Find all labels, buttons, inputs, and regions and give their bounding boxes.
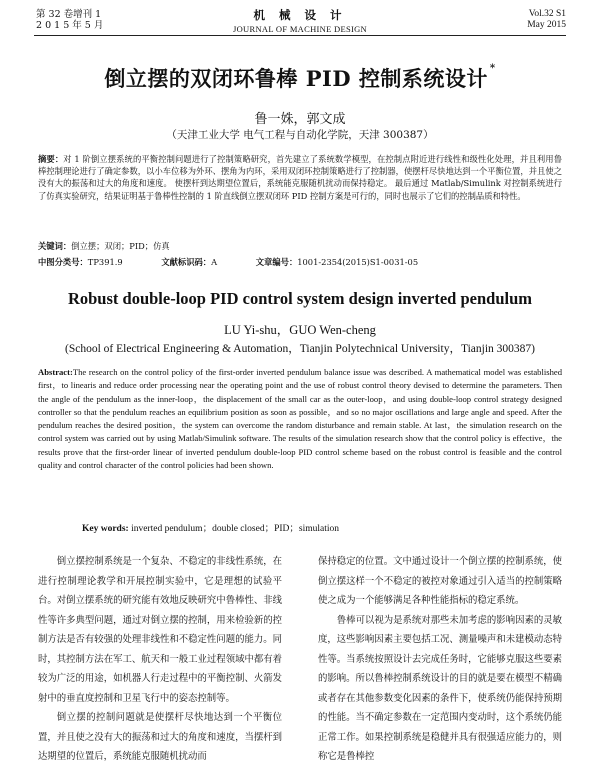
paper-title-en: Robust double-loop PID control system design inverted pendulum <box>67 289 533 308</box>
keywords-en-label: Key words: <box>82 524 129 534</box>
article-id <box>256 257 436 267</box>
paper-title-cn-text: 倒立摆的双闭环鲁棒 PID 控制系统设计 <box>104 66 488 91</box>
clc-value: TP391.9 <box>87 257 123 267</box>
journal-name-cn: 机 械 设 计 <box>253 8 347 22</box>
date-en: May 2015 <box>527 20 566 30</box>
doc-value: A <box>211 257 218 267</box>
journal-name <box>0 7 600 34</box>
clc-label: 中图分类号： <box>38 257 88 267</box>
abstract-cn <box>38 153 562 202</box>
authors-en: LU Yi-shu，GUO Wen-cheng <box>224 323 376 337</box>
body-column-right <box>318 552 562 767</box>
keywords-cn-text: 倒立摆；双闭；PID；仿真 <box>71 241 170 251</box>
keywords-cn <box>38 240 170 252</box>
date-cn: 2 0 1 5 年 5 月 <box>36 20 104 31</box>
abstract-cn-text: 对 1 阶倒立摆系统的平衡控制问题进行了控制策略研究，首先建立了系统数学模型，在控制点附近进行线性和级性化处理，并且利用鲁棒控制理论进行了确定参数，以小车位移为外环、摆角为内环，采用双闭环控制策略进行了控制器，使摆杆尽快地达到一个平衡位置，并且使之没有大的振荡和过大的角度和速度。 使摆杆到达期望位置后，系统能克服随机扰动而保持稳定。 最后通过 Matlab/Simulink 对控制系统进行了仿真实验研究，结果证明基于鲁棒性控制的 1 阶直线倒立摆双闭环 PID 控制方案是可行的，同时也展示了它们的控制品质和特性。 <box>38 154 562 201</box>
title-footnote-mark: * <box>489 63 496 74</box>
keywords-cn-label: 关键词： <box>38 241 72 251</box>
authors-cn: 鲁一姝，郭文成 <box>254 112 346 127</box>
header-rule <box>34 35 566 36</box>
affiliation-cn: （天津工业大学 电气工程与自动化学院，天津 300387） <box>166 129 434 141</box>
volume-en: Vol.32 S1 <box>528 9 566 19</box>
volume-issue-cn: 第 32 卷增刊 1 <box>36 9 102 20</box>
body-paragraph: 倒立摆控制系统是一个复杂、不稳定的非线性系统，在进行控制理论教学和开展控制实验中，它是理想的试验平台。对倒立摆系统的研究能有效地反映研究中鲁棒性、非线性等许多典型问题，通过对倒立摆的控制，用来检验新的控制方法是否有较强的处理非线性和不稳定性问题的能力。同时，其控制方法在军工、航天和一般工业过程领域中都有着较为广泛的用途，如机器人行走过程中的平衡控制、火箭发射中的垂直度控制和卫星飞行中的姿态控制等。 <box>38 556 282 704</box>
body-column-left <box>38 552 282 767</box>
keywords-en-text: inverted pendulum；double closed；PID；simulation <box>131 524 339 534</box>
paper-title-cn <box>0 63 600 93</box>
body-paragraph: 保持稳定的位置。文中通过设计一个倒立摆的控制系统，使倒立摆这样一个不稳定的被控对象通过引入适当的控制策略使之成为一个能够满足各种性能指标的稳定系统。 <box>318 556 562 606</box>
header-right <box>527 9 566 31</box>
abstract-en-label: Abstract: <box>38 367 73 377</box>
abstract-cn-label: 摘要： <box>38 154 64 164</box>
doc-code <box>161 257 235 267</box>
body-paragraph: 倒立摆的控制问题就是使摆杆尽快地达到一个平衡位置，并且使之没有大的振荡和过大的角度和速度，当摆杆到达期望的位置后，系统能克服随机扰动而 <box>38 712 282 762</box>
running-header <box>0 0 600 40</box>
affiliation-en: (School of Electrical Engineering & Automation，Tianjin Polytechnical University，Tianjin 300387) <box>65 343 535 355</box>
article-id-value: 1001-2354(2015)S1-0031-05 <box>297 257 419 267</box>
keywords-en <box>82 520 339 534</box>
article-id-label: 文章编号： <box>255 257 298 267</box>
journal-name-en: JOURNAL OF MACHINE DESIGN <box>233 24 367 34</box>
clc-code <box>38 257 141 267</box>
abstract-en-text: The research on the control policy of the first-order inverted pendulum balance issue was described. A mathematical model was established first，to linearis and reduce order processing near the operating point and the use of robust control theory devised to determine the parameters. Then the angle of the pendulum as the inner-loop，the displacement of the small car as the outer-loop，and using double-loop control strategy designed controller so that the pendulum reaches an equilibrium position as soon as possible，and so no major oscillations and large angle and speed. After the pendulum reaches the desired position，the system can overcome the random disturbance and remain stable. At last，the simulation research on the control system was carried out by using Matlab/Simulink software. The results of the simulation research show that the control policy is effective，the results prove that the first-order linear of inverted pendulum double-loop PID control scheme based on the robust control is feasible and the control quality and control character of the control policies had been shown. <box>38 367 562 471</box>
abstract-en <box>38 366 562 472</box>
body-paragraph: 鲁棒可以视为是系统对那些未加考虑的影响因素的灵敏度，这些影响因素主要包括工况、测量噪声和未建模动态特性等。当系统按照设计去完成任务时，它能够克服这些要素的影响。所以鲁棒控制系统设计的目的就是要在模型不精确或者存在其他参数变化因素的条件下，使系统仍能保持预期的性能。当不确定参数在一定范围内变动时，这个系统仍能正常工作。如果控制系统是稳健并具有很强适应能力的，则称它是鲁棒控 <box>318 614 562 762</box>
classification-line <box>38 256 454 268</box>
doc-label: 文献标识码： <box>161 257 212 267</box>
